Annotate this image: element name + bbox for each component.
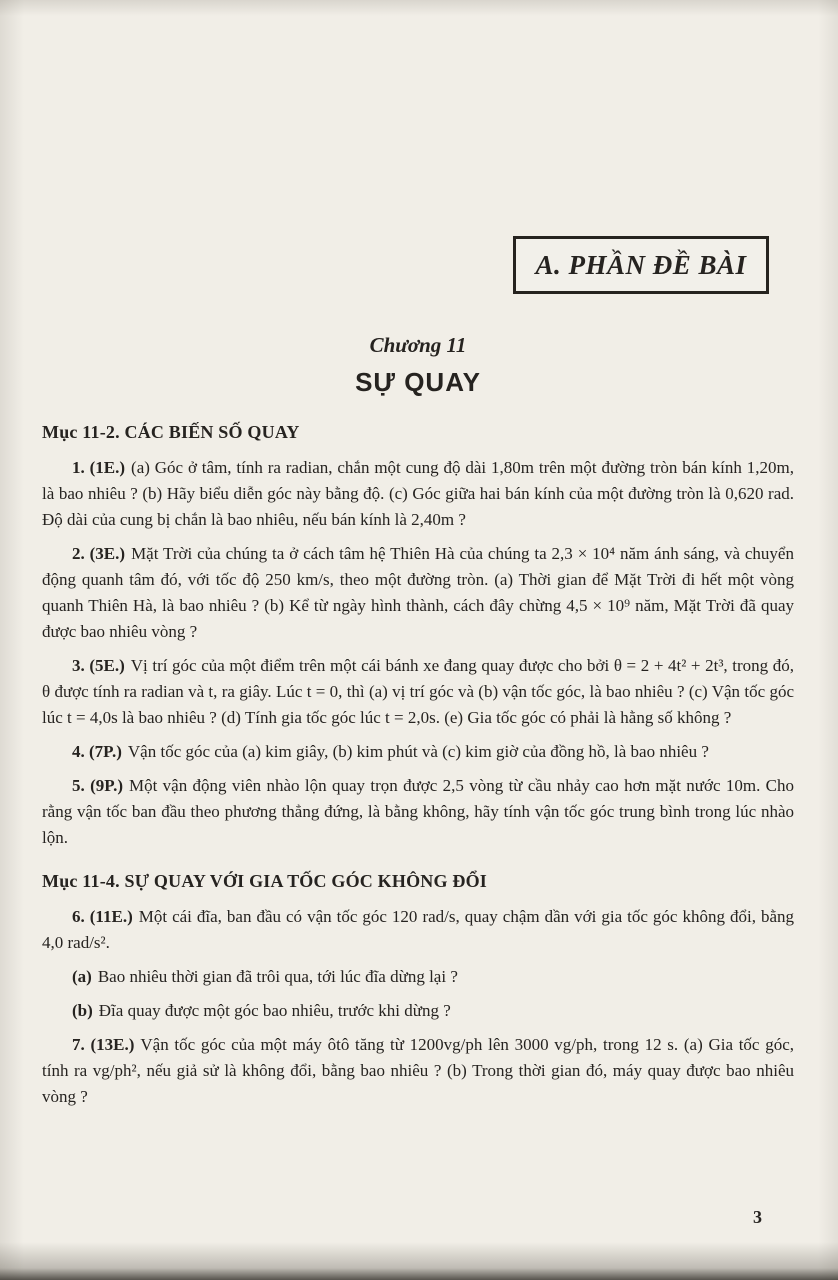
section-heading-11-2: Mục 11-2. CÁC BIẾN SỐ QUAY: [42, 422, 300, 442]
problem-5: [42, 773, 794, 851]
problem-5-text: Một vận động viên nhào lộn quay trọn được 2,5 vòng từ cầu nhảy cao hơn mặt nước 10m. Cho rằng vận tốc ban đầu theo phương thẳng đứng, là bằng không, hãy tính vận tốc góc trung bình trong lúc nhào lộn.: [42, 776, 794, 847]
problem-2-number: 2. (3E.): [72, 544, 126, 563]
part-header-box: [513, 236, 769, 294]
problem-1-number: 1. (1E.): [72, 458, 126, 477]
chapter-label: Chương 11: [369, 333, 467, 357]
chapter-title: SỰ QUAY: [355, 367, 481, 397]
problem-2-text: Mặt Trời của chúng ta ở cách tâm hệ Thiên Hà của chúng ta 2,3 × 10⁴ năm ánh sáng, và chuyển động quanh tâm đó, với tốc độ 250 km/s, theo một đường tròn. (a) Thời gian để Mặt Trời đi hết một vòng quanh Thiên Hà, là bao nhiêu ? (b) Kể từ ngày hình thành, cách đây chừng 4,5 × 10⁹ năm, Mặt Trời đã quay được bao nhiêu vòng ?: [42, 544, 794, 641]
problem-6b-label: (b): [72, 1001, 93, 1020]
page-content: [42, 333, 794, 1110]
problem-3-text: Vị trí góc của một điểm trên một cái bánh xe đang quay được cho bởi θ = 2 + 4t² + 2t³, trong đó, θ được tính ra radian và t, ra giây. Lúc t = 0, thì (a) vị trí góc và (b) vận tốc góc, là bao nhiêu ? (c) Vận tốc góc lúc t = 4,0s là bao nhiêu ? (d) Tính gia tốc góc lúc t = 2,0s. (e) Gia tốc góc có phải là hằng số không ?: [42, 656, 794, 727]
problem-6a-text: Bao nhiêu thời gian đã trôi qua, tới lúc đĩa dừng lại ?: [97, 967, 458, 986]
problem-1-text: (a) Góc ở tâm, tính ra radian, chắn một cung độ dài 1,80m trên một đường tròn bán kính 1,20m, là bao nhiêu ? (b) Hãy biểu diễn góc này bằng độ. (c) Góc giữa hai bán kính của một đường tròn là 0,620 rad. Độ dài của cung bị chắn là bao nhiêu, nếu bán kính là 2,40m ?: [42, 458, 794, 529]
section-heading-11-4: Mục 11-4. SỰ QUAY VỚI GIA TỐC GÓC KHÔNG ĐỔI: [42, 871, 487, 891]
problem-7-text: Vận tốc góc của một máy ôtô tăng từ 1200vg/ph lên 3000 vg/ph, trong 12 s. (a) Gia tốc góc, tính ra vg/ph², nếu giả sử là không đổi, bằng bao nhiêu ? (b) Trong thời gian đó, máy quay được bao nhiêu vòng ?: [42, 1035, 794, 1106]
problem-3: [42, 653, 794, 731]
problem-6-text: Một cái đĩa, ban đầu có vận tốc góc 120 rad/s, quay chậm dần với gia tốc góc không đổi, bằng 4,0 rad/s².: [42, 907, 794, 952]
part-header-title: A. PHẦN ĐỀ BÀI: [535, 249, 747, 280]
problem-1: [42, 455, 794, 533]
problem-7: [42, 1032, 794, 1110]
problem-4-number: 4. (7P.): [72, 742, 122, 761]
problem-3-number: 3. (5E.): [72, 656, 125, 675]
problem-6a: [42, 964, 794, 990]
problem-6b: [42, 998, 794, 1024]
problem-6-number: 6. (11E.): [72, 907, 133, 926]
page-number: 3: [753, 1207, 762, 1227]
problem-4: [42, 739, 794, 765]
problem-6b-text: Đĩa quay được một góc bao nhiêu, trước khi dừng ?: [98, 1001, 451, 1020]
problem-6a-label: (a): [72, 967, 92, 986]
problem-4-text: Vận tốc góc của (a) kim giây, (b) kim phút và (c) kim giờ của đồng hồ, là bao nhiêu ?: [127, 742, 709, 761]
problem-5-number: 5. (9P.): [72, 776, 123, 795]
problem-6: [42, 904, 794, 956]
problem-2: [42, 541, 794, 645]
problem-7-number: 7. (13E.): [72, 1035, 135, 1054]
